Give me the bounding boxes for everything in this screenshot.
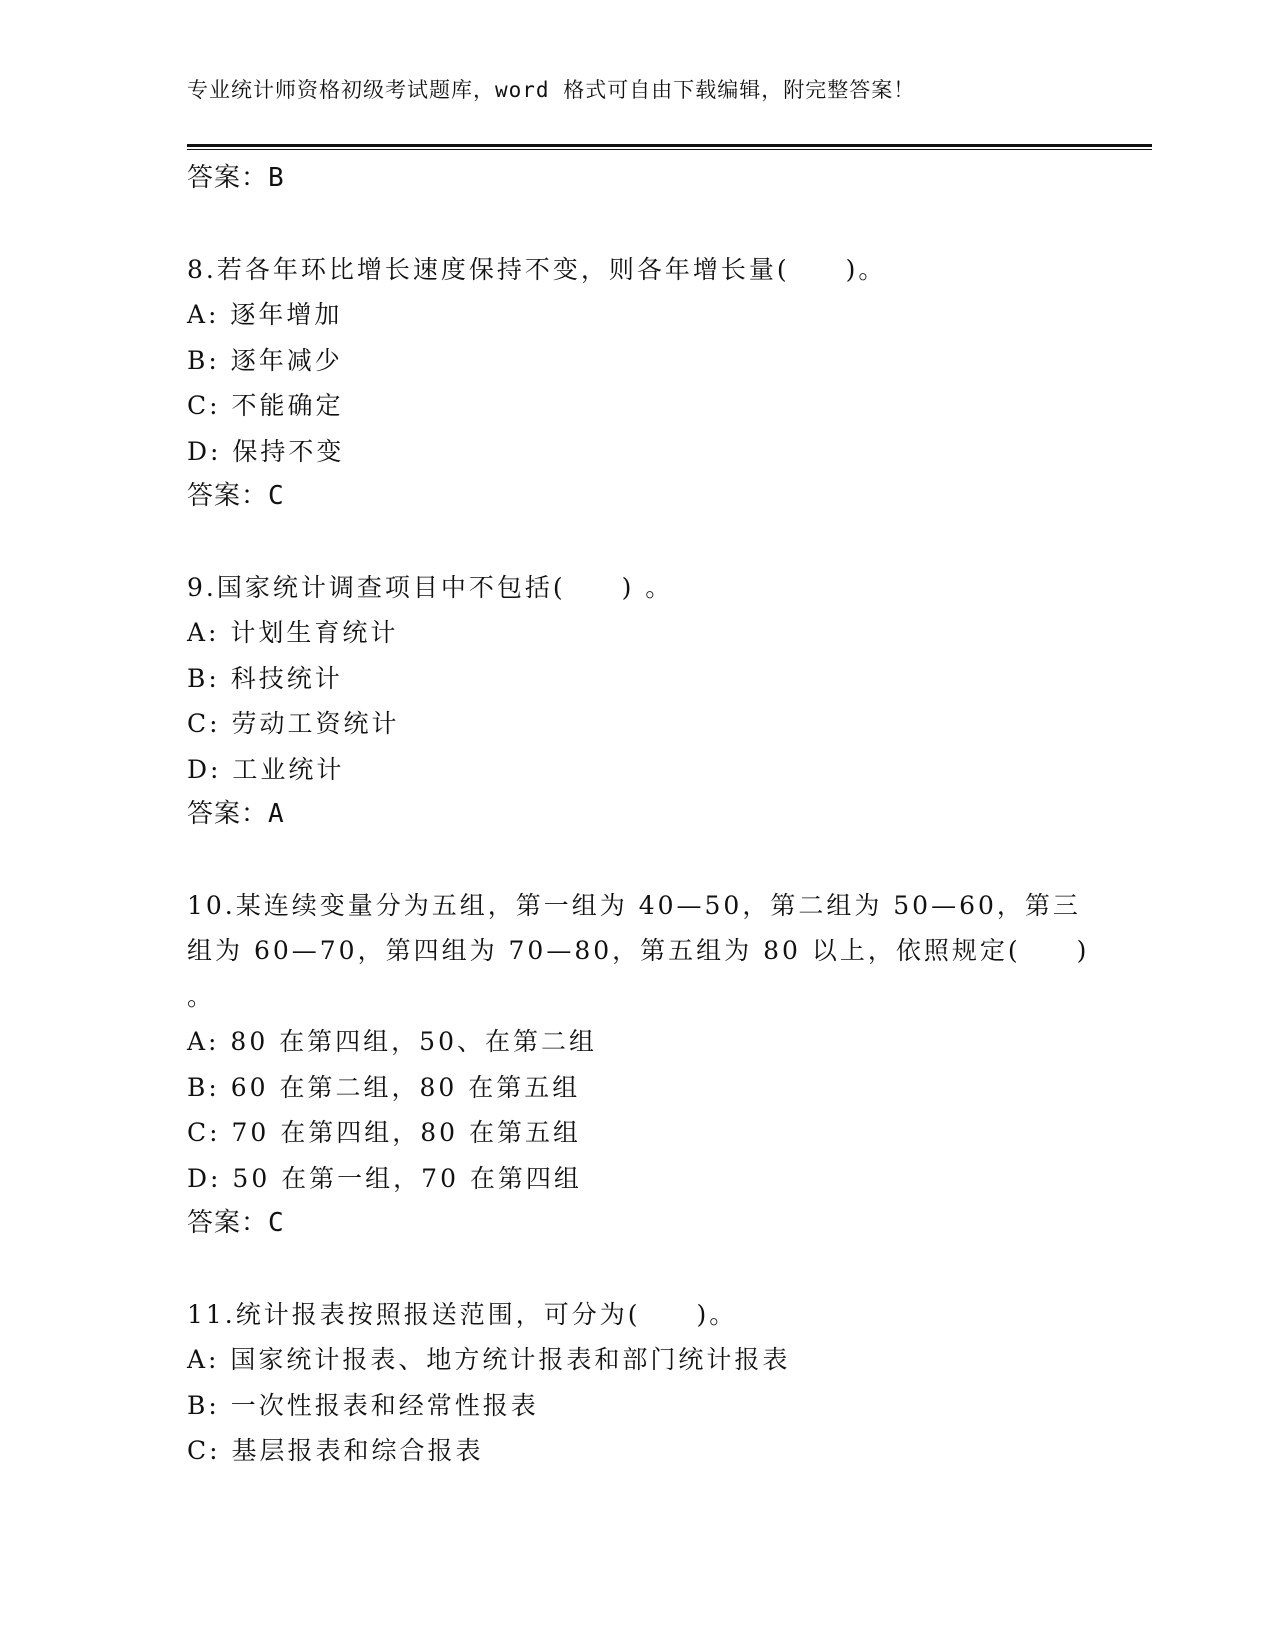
page-header: 专业统计师资格初级考试题库，word 格式可自由下载编辑，附完整答案！ <box>187 78 916 102</box>
option-c: C: 基层报表和综合报表 <box>187 1436 484 1465</box>
answer-line: 答案：C <box>187 481 285 511</box>
answer-line: 答案：B <box>187 163 285 193</box>
question-stem: 8.若各年环比增长速度保持不变，则各年增长量( )。 <box>187 254 887 284</box>
question-stem: 11.统计报表按照报送范围，可分为( )。 <box>187 1299 738 1329</box>
spacer <box>187 1247 1087 1292</box>
question-8 <box>187 247 1087 520</box>
question-stem-line-2: 组为 60—70，第四组为 70—80，第五组为 80 以上，依照规定( ) <box>187 936 1090 965</box>
option-d: D: 工业统计 <box>187 754 345 784</box>
spacer <box>187 520 1087 565</box>
option-a: A: 80 在第四组，50、在第二组 <box>187 1027 597 1056</box>
header-divider <box>187 144 1152 150</box>
question-stem-line-3: 。 <box>187 981 216 1011</box>
question-stem: 9.国家统计调查项目中不包括( ) 。 <box>187 572 674 602</box>
option-b: B: 逐年减少 <box>187 345 343 375</box>
question-9 <box>187 565 1087 838</box>
option-d: D: 50 在第一组，70 在第四组 <box>187 1163 582 1193</box>
option-c: C: 劳动工资统计 <box>187 709 400 738</box>
spacer <box>187 838 1087 883</box>
spacer <box>187 202 1087 247</box>
option-b: B: 科技统计 <box>187 663 343 693</box>
option-c: C: 70 在第四组，80 在第五组 <box>187 1118 582 1147</box>
document-body <box>187 156 1090 1474</box>
answer-line: 答案：C <box>187 1208 285 1238</box>
option-c: C: 不能确定 <box>187 391 344 420</box>
option-a: A: 国家统计报表、地方统计报表和部门统计报表 <box>187 1345 791 1374</box>
answer-line: 答案：A <box>187 799 285 829</box>
question-11 <box>187 1292 1087 1474</box>
option-a: A: 逐年增加 <box>187 300 343 329</box>
question-10 <box>187 883 1090 1247</box>
option-d: D: 保持不变 <box>187 436 345 466</box>
option-b: B: 60 在第二组，80 在第五组 <box>187 1072 581 1102</box>
option-b: B: 一次性报表和经常性报表 <box>187 1390 539 1420</box>
option-a: A: 计划生育统计 <box>187 618 399 647</box>
question-stem-line-1: 10.某连续变量分为五组，第一组为 40—50，第二组为 50—60，第三 <box>187 890 1081 920</box>
